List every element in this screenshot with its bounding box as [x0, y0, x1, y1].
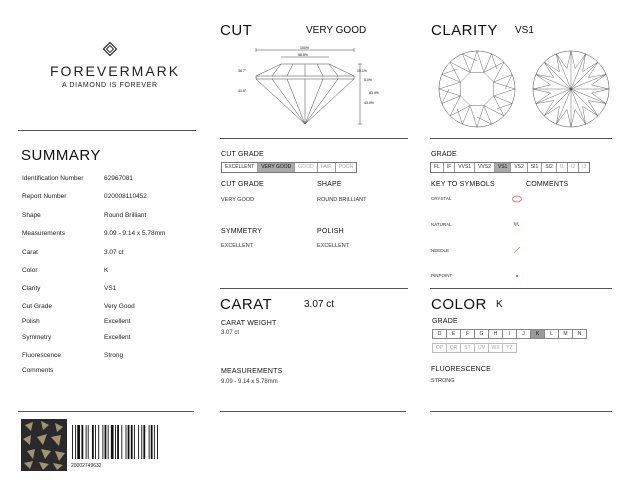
divider	[18, 130, 196, 131]
color-grade-scale-extended	[432, 343, 516, 353]
summary-value: 62967081	[104, 175, 133, 182]
color-scale-item: I	[502, 329, 517, 339]
color-scale-item: D	[432, 329, 447, 339]
divider	[430, 138, 612, 139]
cut-scale-item: FAIR	[318, 163, 336, 172]
clarity-scale-item: I2	[568, 163, 579, 172]
summary-label: Comments	[22, 367, 54, 374]
summary-value: Round Brilliant	[104, 212, 147, 219]
divider	[18, 411, 194, 412]
barcode-number: 20002749632	[71, 463, 102, 469]
summary-label: Fluorescence	[22, 352, 62, 359]
cut-grade-header: VERY GOOD	[306, 25, 367, 36]
needle-symbol-icon	[511, 245, 523, 255]
divider	[220, 138, 408, 139]
summary-label: Cut Grade	[22, 303, 52, 310]
barcode-bar	[108, 425, 109, 459]
clarity-scale-item: VS2	[511, 163, 527, 172]
crown-angle-label: 36.7°	[238, 69, 247, 73]
summary-value: Excellent	[104, 318, 131, 325]
color-grade-header: K	[496, 299, 503, 310]
summary-value: VS1	[104, 285, 117, 292]
color-scale-item: UV	[474, 343, 489, 353]
barcode-bar	[72, 425, 73, 459]
color-scale-item: YZ	[502, 343, 517, 353]
barcode-bar	[149, 425, 150, 459]
summary-value: Very Good	[104, 303, 135, 310]
clarity-scale-item: SI1	[528, 163, 543, 172]
clarity-grade-scale	[430, 162, 590, 173]
clarity-title: CLARITY	[431, 22, 498, 39]
cut-detail-label: CUT GRADE	[221, 181, 264, 188]
symbol-pinpoint-label: PINPOINT	[431, 273, 453, 278]
symmetry-value: EXCELLENT	[221, 243, 254, 249]
cut-title: CUT	[220, 22, 253, 39]
summary-value: 020008110452	[104, 193, 147, 200]
forevermark-logo-icon	[103, 42, 117, 56]
summary-label: Carat	[22, 249, 38, 256]
barcode-bar	[134, 425, 135, 459]
top-label: 100%	[300, 46, 309, 50]
clarity-grade-label: GRADE	[431, 151, 457, 158]
divider	[220, 411, 406, 412]
natural-symbol-icon	[511, 219, 523, 229]
color-title: COLOR	[431, 296, 487, 313]
barcode-bar	[115, 425, 116, 459]
barcode-bar	[92, 425, 94, 459]
barcode-bar	[81, 425, 83, 459]
shape-value: ROUND BRILLIANT	[317, 197, 367, 203]
girdle-label: 5.0%	[364, 78, 372, 82]
symbol-needle-label: NEEDLE	[431, 248, 450, 253]
color-scale-item: M	[558, 329, 573, 339]
clarity-scale-item: I3	[582, 164, 587, 170]
barcode-bar	[102, 425, 103, 459]
polish-label: POLISH	[317, 228, 344, 235]
proportions-diagram	[236, 46, 386, 128]
barcode-bar	[95, 425, 96, 459]
barcode-bar	[121, 425, 122, 459]
color-scale-item: ST	[460, 343, 475, 353]
barcode-bar	[86, 425, 87, 459]
measurements-label: MEASUREMENTS	[221, 368, 283, 375]
color-scale-item: H	[488, 329, 503, 339]
color-scale-item: L	[544, 329, 559, 339]
clarity-scale-item: IF	[444, 163, 455, 172]
cut-grade-scale	[221, 162, 357, 173]
summary-value: 9.09 - 9.14 x 5.78mm	[104, 230, 166, 237]
barcode	[71, 425, 191, 459]
barcode-bar	[138, 425, 139, 459]
pavilion-angle-label: 41.0°	[238, 89, 247, 93]
total-depth-label: 63.4%	[369, 91, 379, 95]
color-scale-item: K	[530, 329, 545, 339]
barcode-bar	[88, 425, 89, 459]
symmetry-label: SYMMETRY	[221, 228, 263, 235]
clarity-scale-item: SI2	[542, 163, 557, 172]
summary-label: Identification Number	[22, 175, 84, 182]
summary-label: Clarity	[22, 285, 41, 292]
color-scale-item: G	[474, 329, 489, 339]
barcode-bar	[105, 425, 107, 459]
fluorescence-label: FLUORESCENCE	[431, 366, 491, 373]
summary-value: Strong	[104, 352, 124, 359]
barcode-bar	[126, 425, 127, 459]
summary-label: Shape	[22, 212, 41, 219]
clarity-plot-crown	[437, 49, 517, 129]
cut-scale-item: VERY GOOD	[258, 163, 295, 172]
divider	[430, 288, 612, 289]
diamond-image	[21, 419, 67, 471]
barcode-bar	[77, 425, 80, 459]
color-scale-item: QR	[446, 343, 461, 353]
pinpoint-symbol-icon	[511, 271, 523, 281]
divider	[430, 411, 612, 412]
barcode-bar	[98, 425, 99, 459]
summary-label: Color	[22, 267, 38, 274]
barcode-bar	[141, 425, 142, 459]
color-scale-item: J	[516, 329, 531, 339]
clarity-scale-item: FL	[431, 163, 444, 172]
barcode-bar	[117, 425, 119, 459]
cut-scale-item: GOOD	[295, 163, 317, 172]
summary-label: Polish	[22, 318, 40, 325]
clarity-scale-item: VVS2	[475, 163, 495, 172]
barcode-bar	[111, 425, 114, 459]
summary-label: Report Number	[22, 193, 67, 200]
brand-tagline: A DIAMOND IS FOREVER	[62, 82, 158, 89]
barcode-bar	[143, 425, 145, 459]
color-scale-item: OP	[432, 343, 447, 353]
barcode-bar	[75, 425, 76, 459]
table-label: 58.5%	[298, 53, 308, 57]
summary-value: K	[104, 267, 109, 274]
color-scale-item: F	[460, 329, 475, 339]
carat-header-value: 3.07 ct	[304, 299, 335, 310]
clarity-scale-item: VS1	[495, 163, 511, 172]
pavilion-depth-label: 43.0%	[364, 101, 374, 105]
cut-scale-item: POOR	[338, 164, 354, 170]
carat-weight-label: CARAT WEIGHT	[221, 320, 277, 327]
carat-title: CARAT	[220, 296, 273, 313]
color-grade-label: GRADE	[432, 318, 458, 325]
summary-title: SUMMARY	[21, 147, 101, 164]
summary-label: Measurements	[22, 230, 65, 237]
barcode-bar	[128, 425, 130, 459]
clarity-scale-item: VVS1	[455, 163, 475, 172]
clarity-scale-item: I1	[557, 163, 568, 172]
measurements-value: 9.09 - 9.14 x 5.78mm	[221, 379, 278, 385]
clarity-plot-pavilion	[531, 49, 611, 129]
barcode-bar	[131, 425, 133, 459]
color-scale-item: WX	[488, 343, 503, 353]
divider	[220, 288, 408, 289]
barcode-bar	[151, 425, 153, 459]
symbol-natural-label: NATURAL	[431, 222, 452, 227]
fluorescence-value: STRONG	[431, 378, 455, 384]
barcode-bar	[157, 425, 158, 459]
barcode-bar	[154, 425, 155, 459]
cut-grade-scale-label: CUT GRADE	[221, 151, 264, 158]
crystal-symbol-icon	[511, 194, 523, 204]
color-grade-scale	[432, 329, 586, 339]
color-scale-item: N	[572, 329, 587, 339]
carat-weight-value: 3.07 ct	[221, 330, 240, 336]
key-to-symbols-label: KEY TO SYMBOLS	[431, 181, 495, 188]
summary-label: Symmetry	[22, 334, 52, 341]
clarity-grade-header: VS1	[515, 25, 534, 36]
cut-scale-item: EXCELLENT	[222, 163, 258, 172]
summary-value: Excellent	[104, 334, 131, 341]
summary-value: 3.07 ct	[104, 249, 124, 256]
crown-height-label: 15.1%	[357, 69, 367, 73]
polish-value: EXCELLENT	[317, 243, 350, 249]
comments-label: COMMENTS	[526, 181, 569, 188]
brand-name: FOREVERMARK	[50, 63, 181, 79]
color-scale-item: E	[446, 329, 461, 339]
symbol-crystal-label: CRYSTAL	[431, 196, 452, 201]
shape-label: SHAPE	[317, 181, 342, 188]
cut-detail-value: VERY GOOD	[221, 197, 255, 203]
